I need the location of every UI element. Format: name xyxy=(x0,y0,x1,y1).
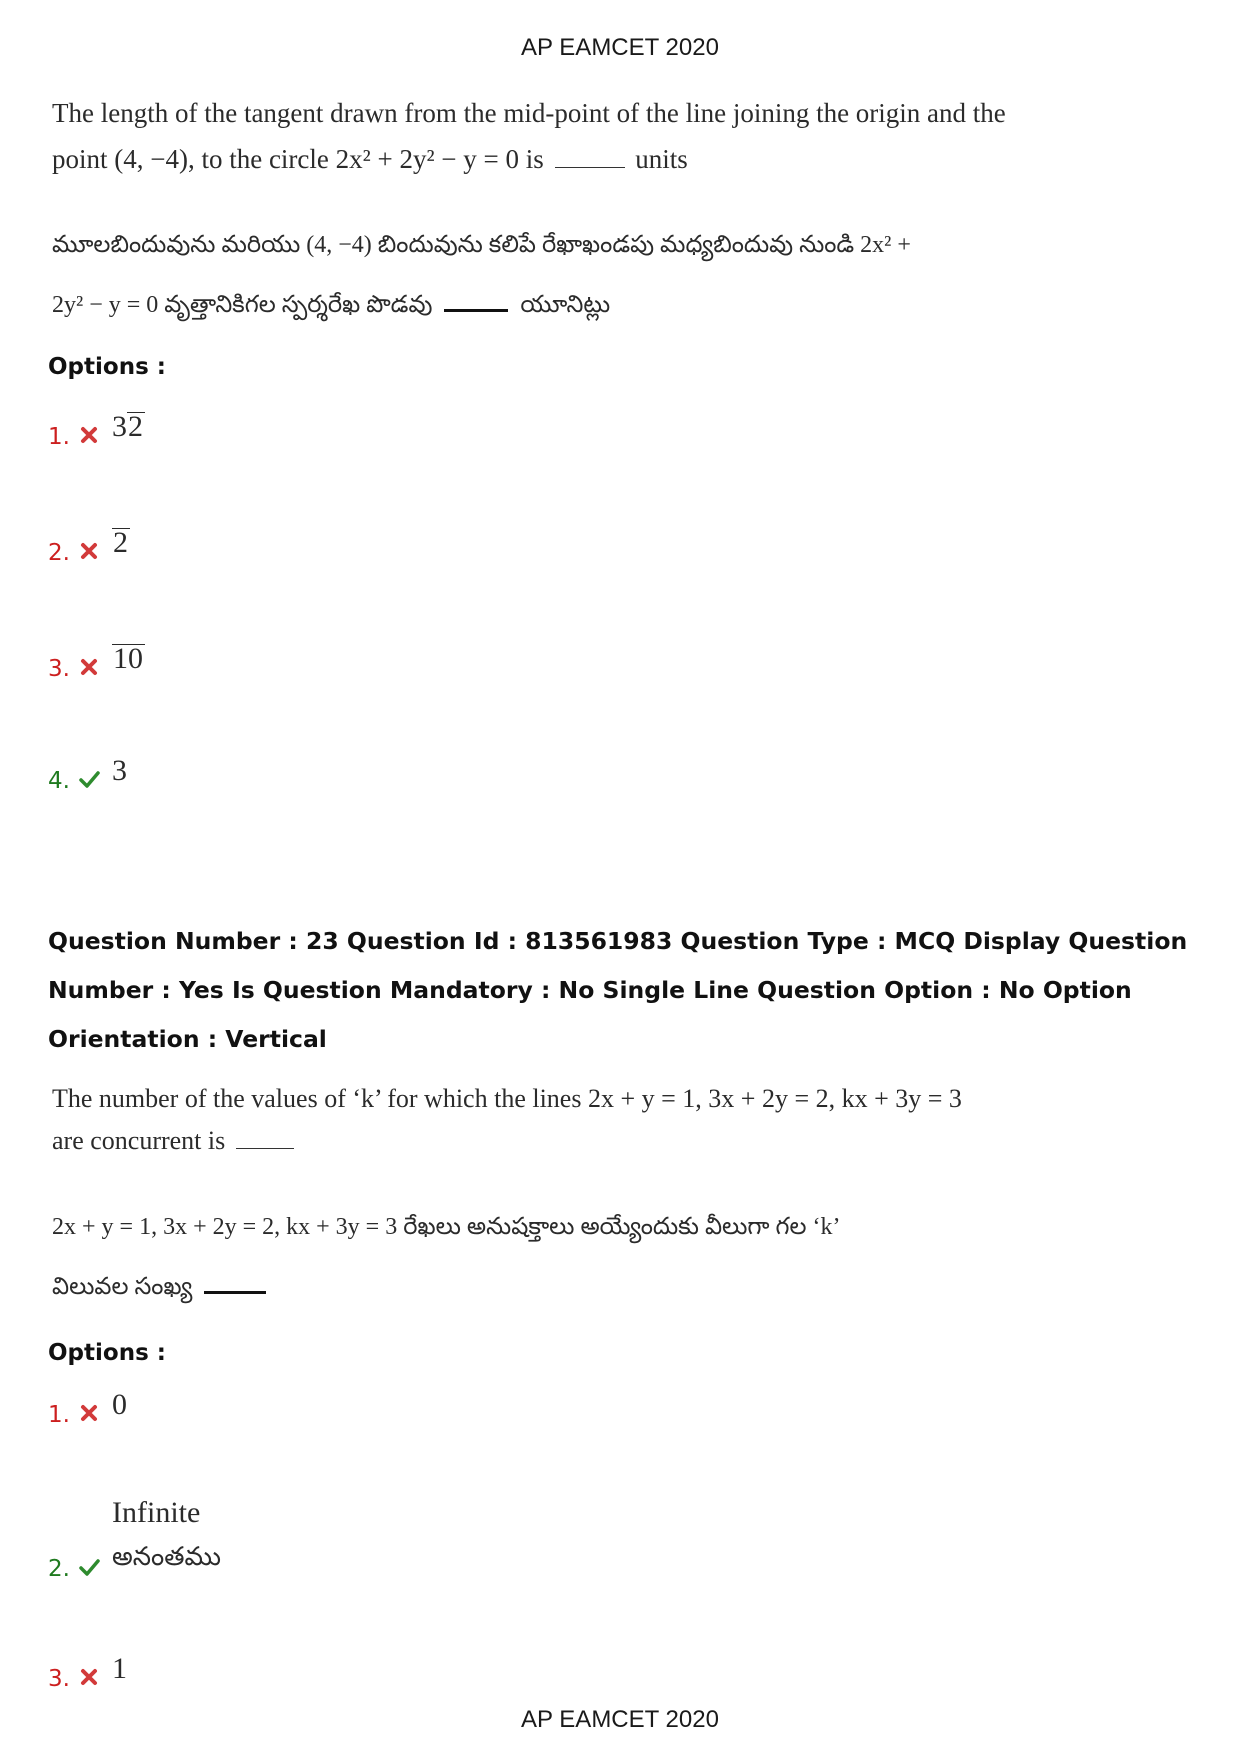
answer-blank xyxy=(555,167,625,168)
question-22-units-text: units xyxy=(635,144,688,174)
page-header: AP EAMCET 2020 xyxy=(521,34,719,61)
cross-icon xyxy=(78,1666,100,1688)
question-22-english-line-1: The length of the tangent drawn from the mid-point of the line joining the origin and the xyxy=(52,98,1006,128)
question-22-telugu-line-2-text: 2y² − y = 0 వృత్తానికిగల స్పర్శరేఖ పొడవు xyxy=(52,292,433,318)
question-22-english-line-2-text: point (4, −4), to the circle 2x² + 2y² − y = 0 is xyxy=(52,144,544,174)
option-number: 2. xyxy=(48,540,70,566)
options-title: Options : xyxy=(48,354,166,380)
option-number: 4. xyxy=(48,768,70,794)
option-number: 3. xyxy=(48,1666,70,1692)
answer-blank xyxy=(236,1148,294,1149)
option-value: 0 xyxy=(112,1388,127,1421)
question-23-telugu-line-2 xyxy=(52,1270,272,1304)
question-23-metadata: Question Number : 23 Question Id : 813561983 Question Type : MCQ Display Question Number : Yes Is Question Mandatory : No Single Line Question Option : No Option Orientation : Vertical xyxy=(48,927,1188,1053)
option-value: 2 xyxy=(113,526,128,559)
option-value: 32 xyxy=(112,410,143,443)
cross-icon xyxy=(78,656,100,678)
answer-blank xyxy=(444,309,508,312)
question-23-telugu-line-1: 2x + y = 1, 3x + 2y = 2, kx + 3y = 3 రేఖలు అనుషక్తాలు అయ్యేందుకు వీలుగా గల ‘k’ xyxy=(52,1214,841,1240)
option-number: 1. xyxy=(48,424,70,450)
option-value: 10 xyxy=(113,642,143,675)
question-22-telugu-line-1: మూలబిందువును మరియు (4, −4) బిందువును కలిపే రేఖాఖండపు మధ్యబిందువు నుండి 2x² + xyxy=(52,232,911,258)
question-22-english-line-2 xyxy=(52,142,688,176)
cross-icon xyxy=(78,1402,100,1424)
answer-blank xyxy=(204,1291,266,1294)
cross-icon xyxy=(78,424,100,446)
option-value-telugu: అనంతము xyxy=(112,1542,221,1571)
page-footer: AP EAMCET 2020 xyxy=(521,1706,719,1733)
option-number: 2. xyxy=(48,1556,70,1582)
option-2-english-value: Infinite xyxy=(112,1496,201,1529)
option-value: 1 xyxy=(112,1652,127,1685)
option-value: 3 xyxy=(112,754,127,787)
cross-icon xyxy=(78,540,100,562)
option-number: 3. xyxy=(48,656,70,682)
options-title: Options : xyxy=(48,1340,166,1366)
question-22-telugu-line-2 xyxy=(52,288,610,322)
question-23-english-line-2 xyxy=(52,1124,298,1158)
question-23-telugu-line-2-text: విలువల సంఖ్య xyxy=(52,1274,193,1300)
question-23-english-line-2-text: are concurrent is xyxy=(52,1126,226,1155)
check-icon xyxy=(78,768,100,790)
check-icon xyxy=(78,1556,100,1578)
option-number: 1. xyxy=(48,1402,70,1428)
question-23-english-line-1: The number of the values of ‘k’ for which the lines 2x + y = 1, 3x + 2y = 2, kx + 3y = 3 xyxy=(52,1084,962,1113)
question-22-telugu-units: యూనిట్లు xyxy=(520,292,611,318)
